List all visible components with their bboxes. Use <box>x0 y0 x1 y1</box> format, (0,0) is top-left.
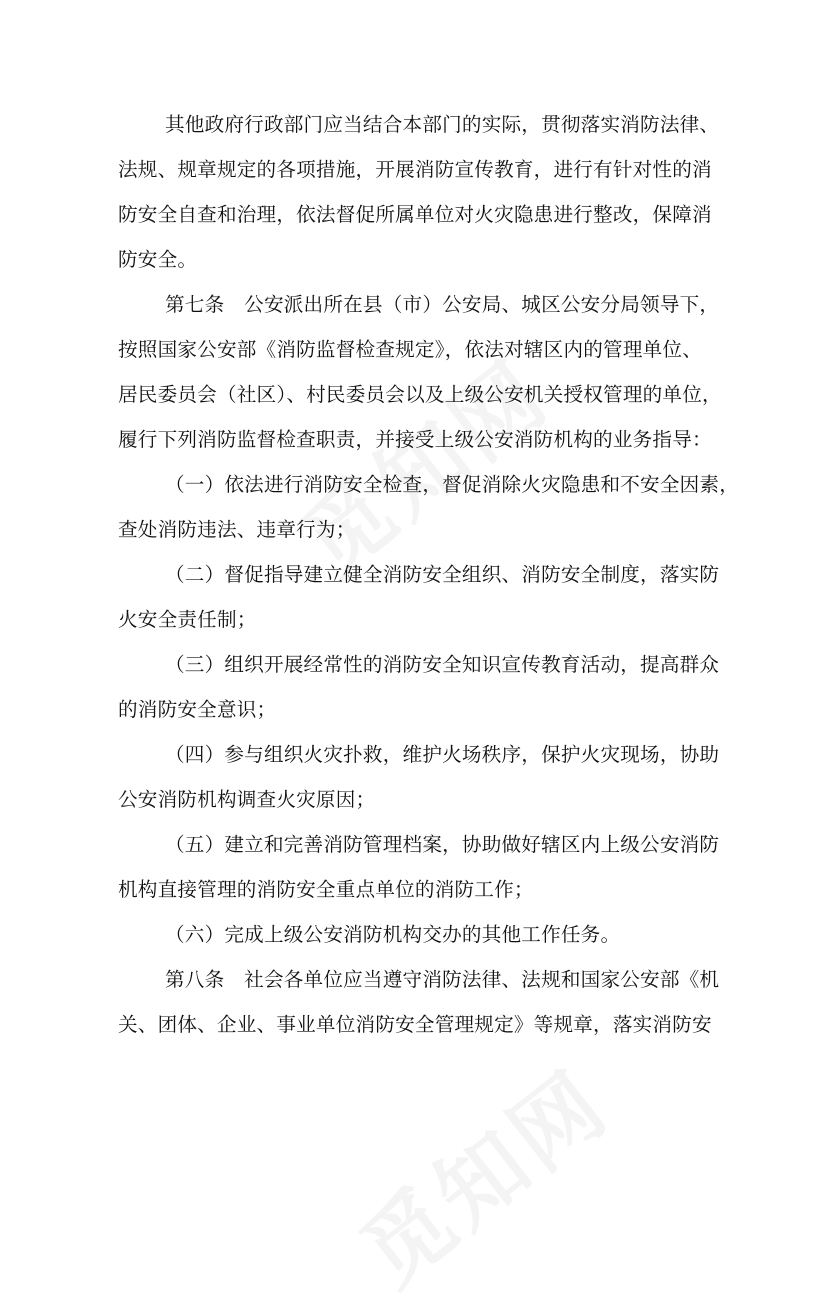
text-line: 火安全责任制； <box>118 608 257 631</box>
text-line: 法规、规章规定的各项措施，开展消防宣传教育，进行有针对性的消 <box>118 158 712 181</box>
text-line: 第八条 社会各单位应当遵守消防法律、法规和国家公安部《机 <box>165 968 720 991</box>
text-line: 机构直接管理的消防安全重点单位的消防工作； <box>118 878 534 901</box>
text-line: （五）建立和完善消防管理档案，协助做好辖区内上级公安消防 <box>165 833 720 856</box>
text-line: （一）依法进行消防安全检查，督促消除火灾隐患和不安全因素， <box>165 473 740 496</box>
text-line: 查处消防违法、违章行为； <box>118 518 356 541</box>
text-line: 履行下列消防监督检查职责，并接受上级公安消防机构的业务指导： <box>118 428 712 451</box>
text-line: 的消防安全意识； <box>118 698 277 721</box>
text-line: （四）参与组织火灾扑救，维护火场秩序，保护火灾现场，协助 <box>165 743 720 766</box>
watermark <box>331 1037 631 1309</box>
text-line: 防安全。 <box>118 248 198 271</box>
text-line: （三）组织开展经常性的消防安全知识宣传教育活动，提高群众 <box>165 653 720 676</box>
text-line: 关、团体、企业、事业单位消防安全管理规定》等规章，落实消防安 <box>118 1013 712 1036</box>
text-line: （二）督促指导建立健全消防安全组织、消防安全制度，落实防 <box>165 563 720 586</box>
text-line: 居民委员会（社区）、村民委员会以及上级公安机关授权管理的单位， <box>118 383 722 406</box>
text-line: 公安消防机构调查火灾原因； <box>118 788 376 811</box>
text-line: 防安全自查和治理，依法督促所属单位对火灾隐患进行整改，保障消 <box>118 203 712 226</box>
text-line: （六）完成上级公安消防机构交办的其他工作任务。 <box>165 923 621 946</box>
text-line: 按照国家公安部《消防监督检查规定》，依法对辖区内的管理单位、 <box>118 338 703 361</box>
text-line: 第七条 公安派出所在县（市）公安局、城区公安分局领导下， <box>165 293 720 316</box>
text-line: 其他政府行政部门应当结合本部门的实际，贯彻落实消防法律、 <box>165 113 720 136</box>
watermark <box>271 327 571 600</box>
